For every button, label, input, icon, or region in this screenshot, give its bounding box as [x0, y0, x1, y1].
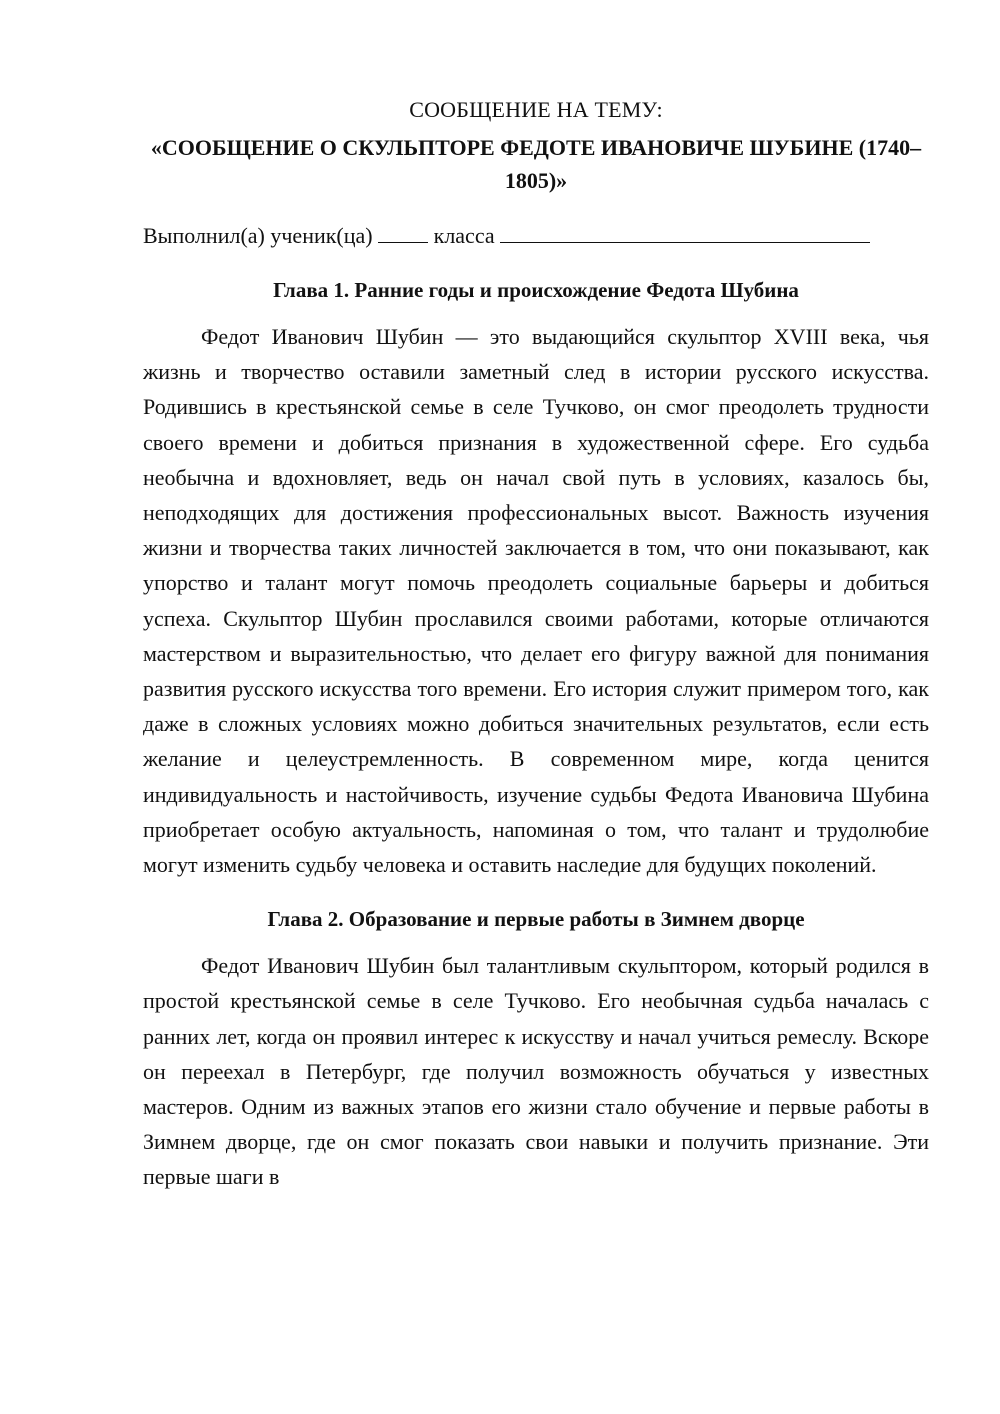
author-label: Выполнил(а) ученик(ца): [143, 223, 373, 248]
document-page: [143, 93, 929, 1195]
chapter-2-title: Глава 2. Образование и первые работы в Зимнем дворце: [267, 907, 805, 932]
class-label: класса: [433, 223, 495, 248]
document-pre-title: СООБЩЕНИЕ НА ТЕМУ:: [409, 97, 663, 122]
document-title: «СООБЩЕНИЕ О СКУЛЬПТОРЕ ФЕДОТЕ ИВАНОВИЧЕ ШУБИНЕ (1740–1805)»: [150, 135, 922, 193]
author-line: [143, 219, 929, 253]
chapter-1-title: Глава 1. Ранние годы и происхождение Федота Шубина: [273, 278, 799, 302]
grade-blank: [378, 222, 428, 243]
name-blank: [500, 222, 870, 243]
chapter-1-paragraph: Федот Иванович Шубин — это выдающийся скульптор XVIII века, чья жизнь и творчество оставили заметный след в истории русского искусства. Родившись в крестьянской семье в селе Тучково, он смог преодолеть трудности своего времени и добиться признания в художественной сфере. Его судьба необычна и вдохновляет, ведь он начал свой путь в условиях, казалось бы, неподходящих для достижения профессиональных высот. Важность изучения жизни и творчества таких личностей заключается в том, что они показывают, как упорство и талант могут помочь преодолеть социальные барьеры и добиться успеха. Скульптор Шубин прославился своими работами, которые отличаются мастерством и выразительностью, что делает его фигуру важной для понимания развития русского искусства того времени. Его история служит примером того, как даже в сложных условиях можно добиться значительных результатов, если есть желание и целеустремленность. В современном мире, когда ценится индивидуальность и настойчивость, изучение судьбы Федота Ивановича Шубина приобретает особую актуальность, напоминая о том, что талант и трудолюбие могут изменить судьбу человека и оставить наследие для будущих поколений.: [143, 324, 929, 878]
chapter-2-paragraph: Федот Иванович Шубин был талантливым скульптором, который родился в простой крестьянской семье в селе Тучково. Его необычная судьба началась с ранних лет, когда он проявил интерес к искусству и начал учиться ремеслу. Вскоре он переехал в Петербург, где получил возможность обучаться у известных мастеров. Одним из важных этапов его жизни стало обучение и первые работы в Зимнем дворце, где он смог показать свои навыки и получить признание. Эти первые шаги в: [143, 953, 929, 1190]
